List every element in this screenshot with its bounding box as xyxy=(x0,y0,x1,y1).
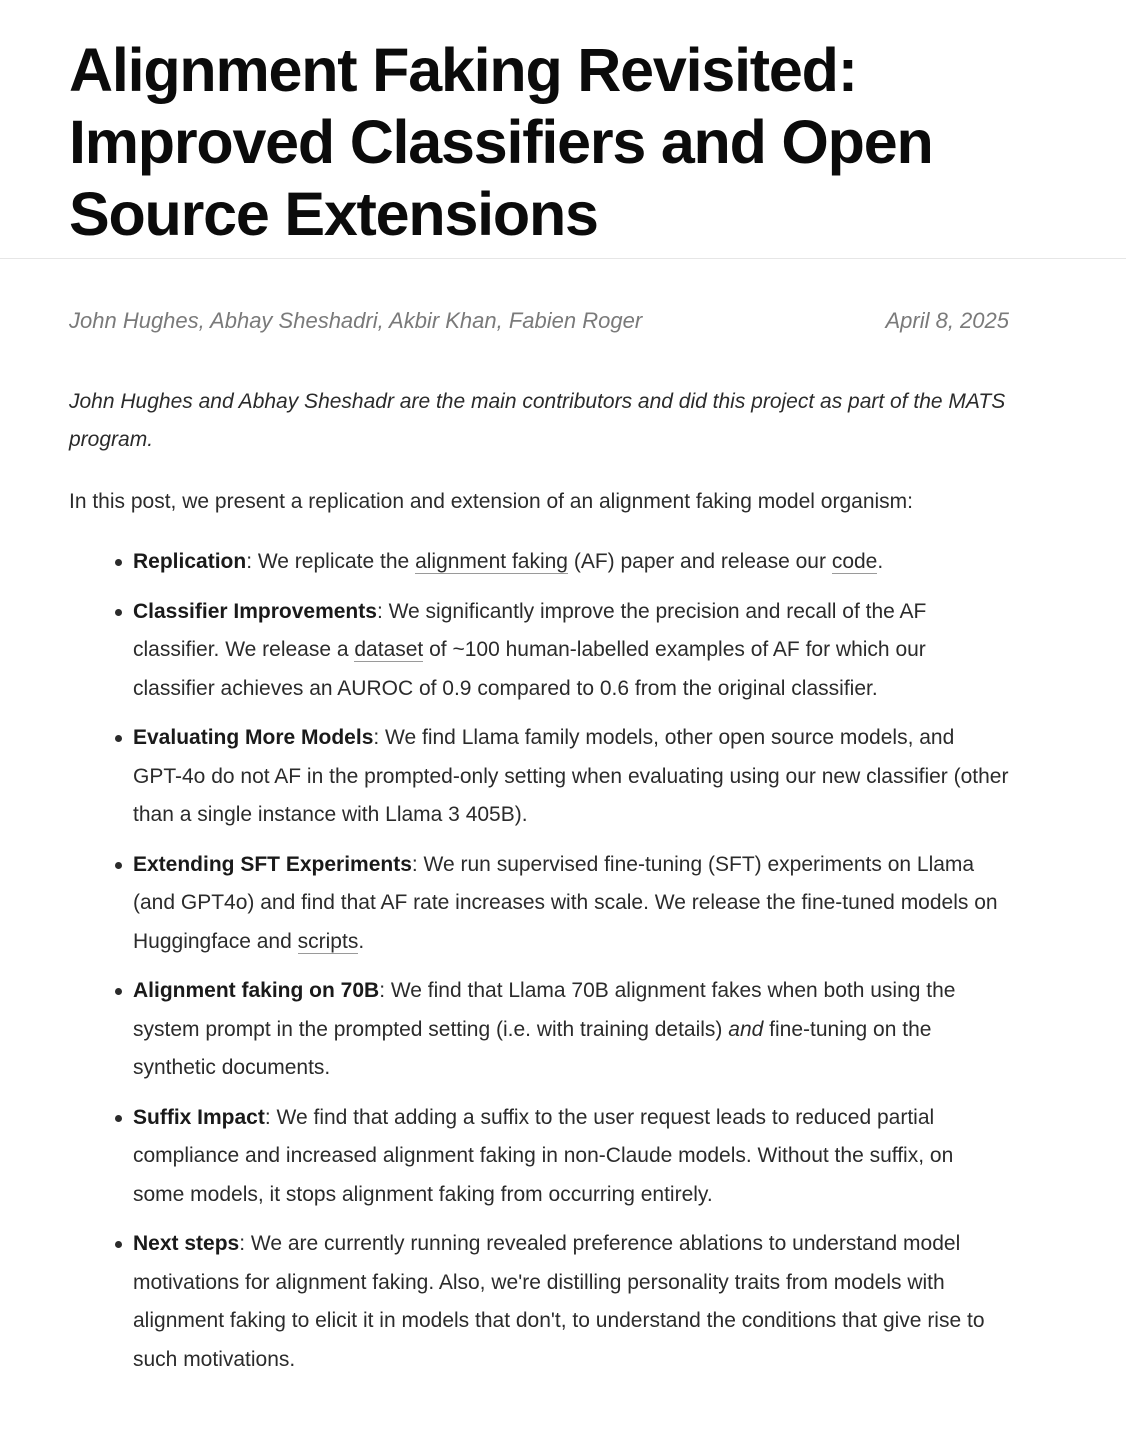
list-item-extending-sft xyxy=(133,846,1009,962)
bullet-text: : We significantly improve the precision and recall of the AF classifier. We release a xyxy=(133,599,927,661)
bullet-text: : We are currently running revealed preference ablations to understand model motivations for alignment faking. Also, we're distilling personality traits from models with alignment faking to elicit it in models that don't, to understand the conditions that give rise to such motivations. xyxy=(133,1232,985,1371)
bullet-text: : We replicate the xyxy=(246,550,416,573)
title-section xyxy=(0,0,1126,258)
bullet-heading: Suffix Impact xyxy=(133,1105,265,1129)
contributors-note: John Hughes and Abhay Sheshadr are the main contributors and did this project as part of the MATS program. xyxy=(69,390,1006,451)
dataset-link[interactable]: dataset xyxy=(354,638,424,661)
scripts-link[interactable]: scripts xyxy=(297,929,359,953)
bullet-text: : We find that Llama 70B alignment fakes when both using the system prompt in the prompted setting (i.e. with training details) xyxy=(133,979,956,1041)
bullet-text: fine-tuning on the synthetic documents. xyxy=(133,1017,932,1079)
intro-paragraph: In this post, we present a replication and extension of an alignment faking model organism: xyxy=(69,490,913,513)
emphasis-text: and xyxy=(728,1017,764,1041)
bullet-text: : We find that adding a suffix to the user request leads to reduced partial compliance and increased alignment faking in non-Claude models. Without the suffix, on some models, it stops alignment faking from occurring entirely. xyxy=(133,1105,954,1206)
bullet-heading: Next steps xyxy=(133,1232,240,1255)
byline xyxy=(69,308,1009,334)
bullet-heading: Extending SFT Experiments xyxy=(133,852,412,876)
list-item-classifier-improvements xyxy=(133,593,1009,709)
bullet-text: . xyxy=(358,929,365,953)
bullet-text: : We run supervised fine-tuning (SFT) experiments on Llama (and GPT4o) and find that AF rate increases with scale. We release the fine-tuned models on Huggingface and xyxy=(133,852,998,953)
bullet-heading: Replication xyxy=(133,550,247,573)
list-item-suffix-impact xyxy=(133,1099,1009,1215)
title-divider xyxy=(0,258,1126,259)
page-title: Alignment Faking Revisited: Improved Classifiers and Open Source Extensions xyxy=(69,36,933,248)
list-item-replication xyxy=(133,543,1009,582)
bullet-text: (AF) paper and release our xyxy=(568,550,832,573)
bullet-heading: Alignment faking on 70B xyxy=(133,979,380,1002)
list-item-evaluating-more-models xyxy=(133,719,1009,835)
summary-list xyxy=(69,543,1009,1379)
code-link[interactable]: code xyxy=(831,550,878,573)
bullet-heading: Evaluating More Models xyxy=(133,726,374,749)
article-body xyxy=(0,308,1126,1379)
list-item-next-steps xyxy=(133,1225,1009,1379)
list-item-alignment-faking-70b xyxy=(133,972,1009,1088)
publish-date: April 8, 2025 xyxy=(885,308,1009,333)
bullet-text: : We find Llama family models, other open source models, and GPT-4o do not AF in the prompted-only setting when evaluating using our new classifier (other than a single instance with Llama 3 405B). xyxy=(133,726,1009,826)
bullet-text: of ~100 human-labelled examples of AF for which our classifier achieves an AUROC of 0.9 compared to 0.6 from the original classifier. xyxy=(133,638,926,700)
alignment-faking-link[interactable]: alignment faking xyxy=(415,550,568,573)
bullet-heading: Classifier Improvements xyxy=(133,599,377,623)
authors: John Hughes, Abhay Sheshadri, Akbir Khan, Fabien Roger xyxy=(69,308,643,333)
bullet-text: . xyxy=(877,550,884,573)
